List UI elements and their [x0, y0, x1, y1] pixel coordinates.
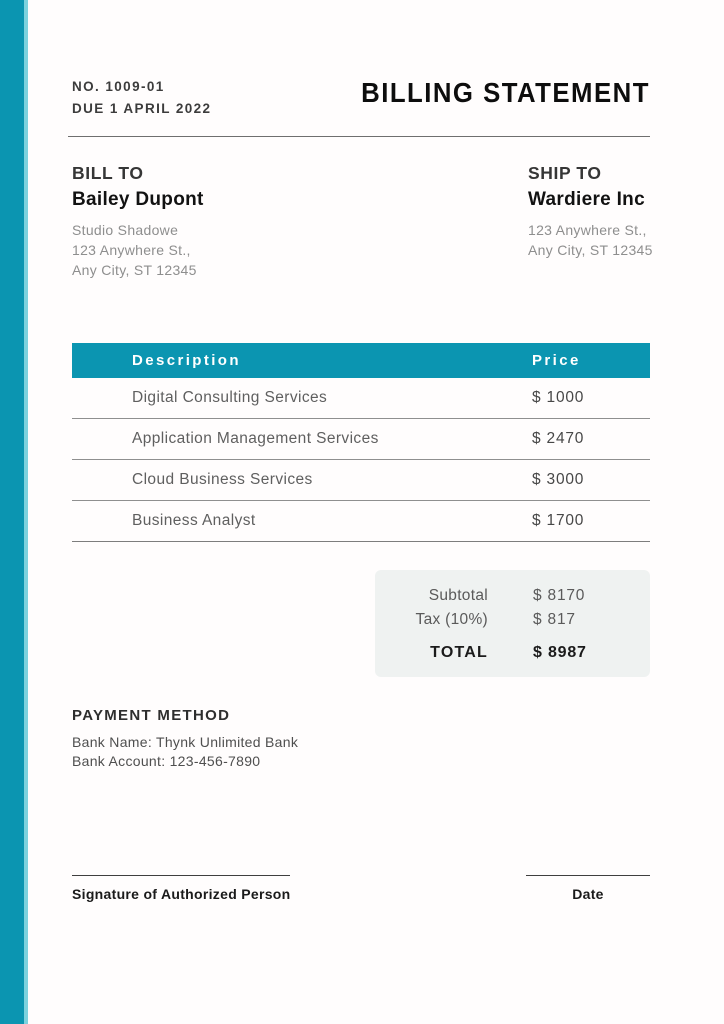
parties-section	[72, 162, 653, 281]
signature-line: Signature of Authorized Person	[72, 875, 290, 902]
item-description: Business Analyst	[132, 511, 256, 529]
bank-account: Bank Account: 123-456-7890	[72, 752, 261, 769]
bill-to-block	[72, 163, 204, 281]
payment-method-details	[72, 733, 650, 771]
ship-to-address-line: Any City, ST 12345	[528, 242, 653, 259]
header-divider	[68, 136, 650, 137]
item-price: $ 3000	[532, 470, 585, 488]
date-line: Date	[526, 875, 650, 902]
item-description: Cloud Business Services	[132, 470, 313, 488]
page-title: BILLING STATEMENT	[361, 77, 650, 108]
document-header	[72, 76, 650, 120]
tax-row	[375, 608, 650, 632]
item-description: Digital Consulting Services	[132, 388, 328, 406]
table-row	[72, 378, 650, 419]
items-table	[72, 343, 650, 542]
item-price: $ 2470	[532, 429, 585, 447]
table-row	[72, 501, 650, 542]
invoice-number: NO. 1009-01	[72, 79, 165, 94]
table-row	[72, 460, 650, 501]
bank-name: Bank Name: Thynk Unlimited Bank	[72, 733, 299, 750]
column-header-price: Price	[532, 351, 581, 369]
subtotal-label: Subtotal	[428, 586, 488, 604]
total-row	[375, 641, 650, 665]
bill-to-address	[72, 220, 204, 281]
ship-to-block	[528, 162, 653, 281]
table-row	[72, 419, 650, 460]
ship-to-address	[528, 220, 653, 261]
items-table-header	[72, 343, 650, 378]
ship-to-heading: SHIP TO	[528, 162, 602, 183]
subtotal-row	[375, 584, 650, 608]
totals-box	[375, 570, 650, 677]
item-description: Application Management Services	[132, 429, 379, 447]
bill-to-heading: BILL TO	[72, 162, 144, 183]
ship-to-address-line: 123 Anywhere St.,	[528, 221, 647, 238]
tax-value: $ 817	[533, 610, 576, 628]
total-label: TOTAL	[430, 643, 488, 661]
bill-to-address-line: Any City, ST 12345	[72, 262, 197, 279]
left-accent-bar-highlight	[24, 0, 28, 1024]
left-accent-bar	[0, 0, 28, 1024]
invoice-meta	[72, 76, 211, 120]
payment-method-heading: PAYMENT METHOD	[72, 706, 231, 724]
total-value: $ 8987	[533, 643, 587, 661]
bill-to-address-line: 123 Anywhere St.,	[72, 242, 191, 259]
billing-statement-document	[72, 0, 653, 1024]
bill-to-address-line: Studio Shadowe	[72, 221, 179, 238]
item-price: $ 1700	[532, 511, 585, 529]
signature-section	[72, 875, 650, 902]
bill-to-name: Bailey Dupont	[72, 188, 204, 210]
ship-to-name: Wardiere Inc	[528, 188, 645, 210]
due-date: DUE 1 APRIL 2022	[72, 100, 212, 116]
tax-label: Tax (10%)	[415, 610, 488, 628]
column-header-description: Description	[132, 351, 241, 369]
item-price: $ 1000	[532, 388, 585, 406]
payment-method-section	[72, 707, 650, 771]
subtotal-value: $ 8170	[533, 586, 586, 604]
